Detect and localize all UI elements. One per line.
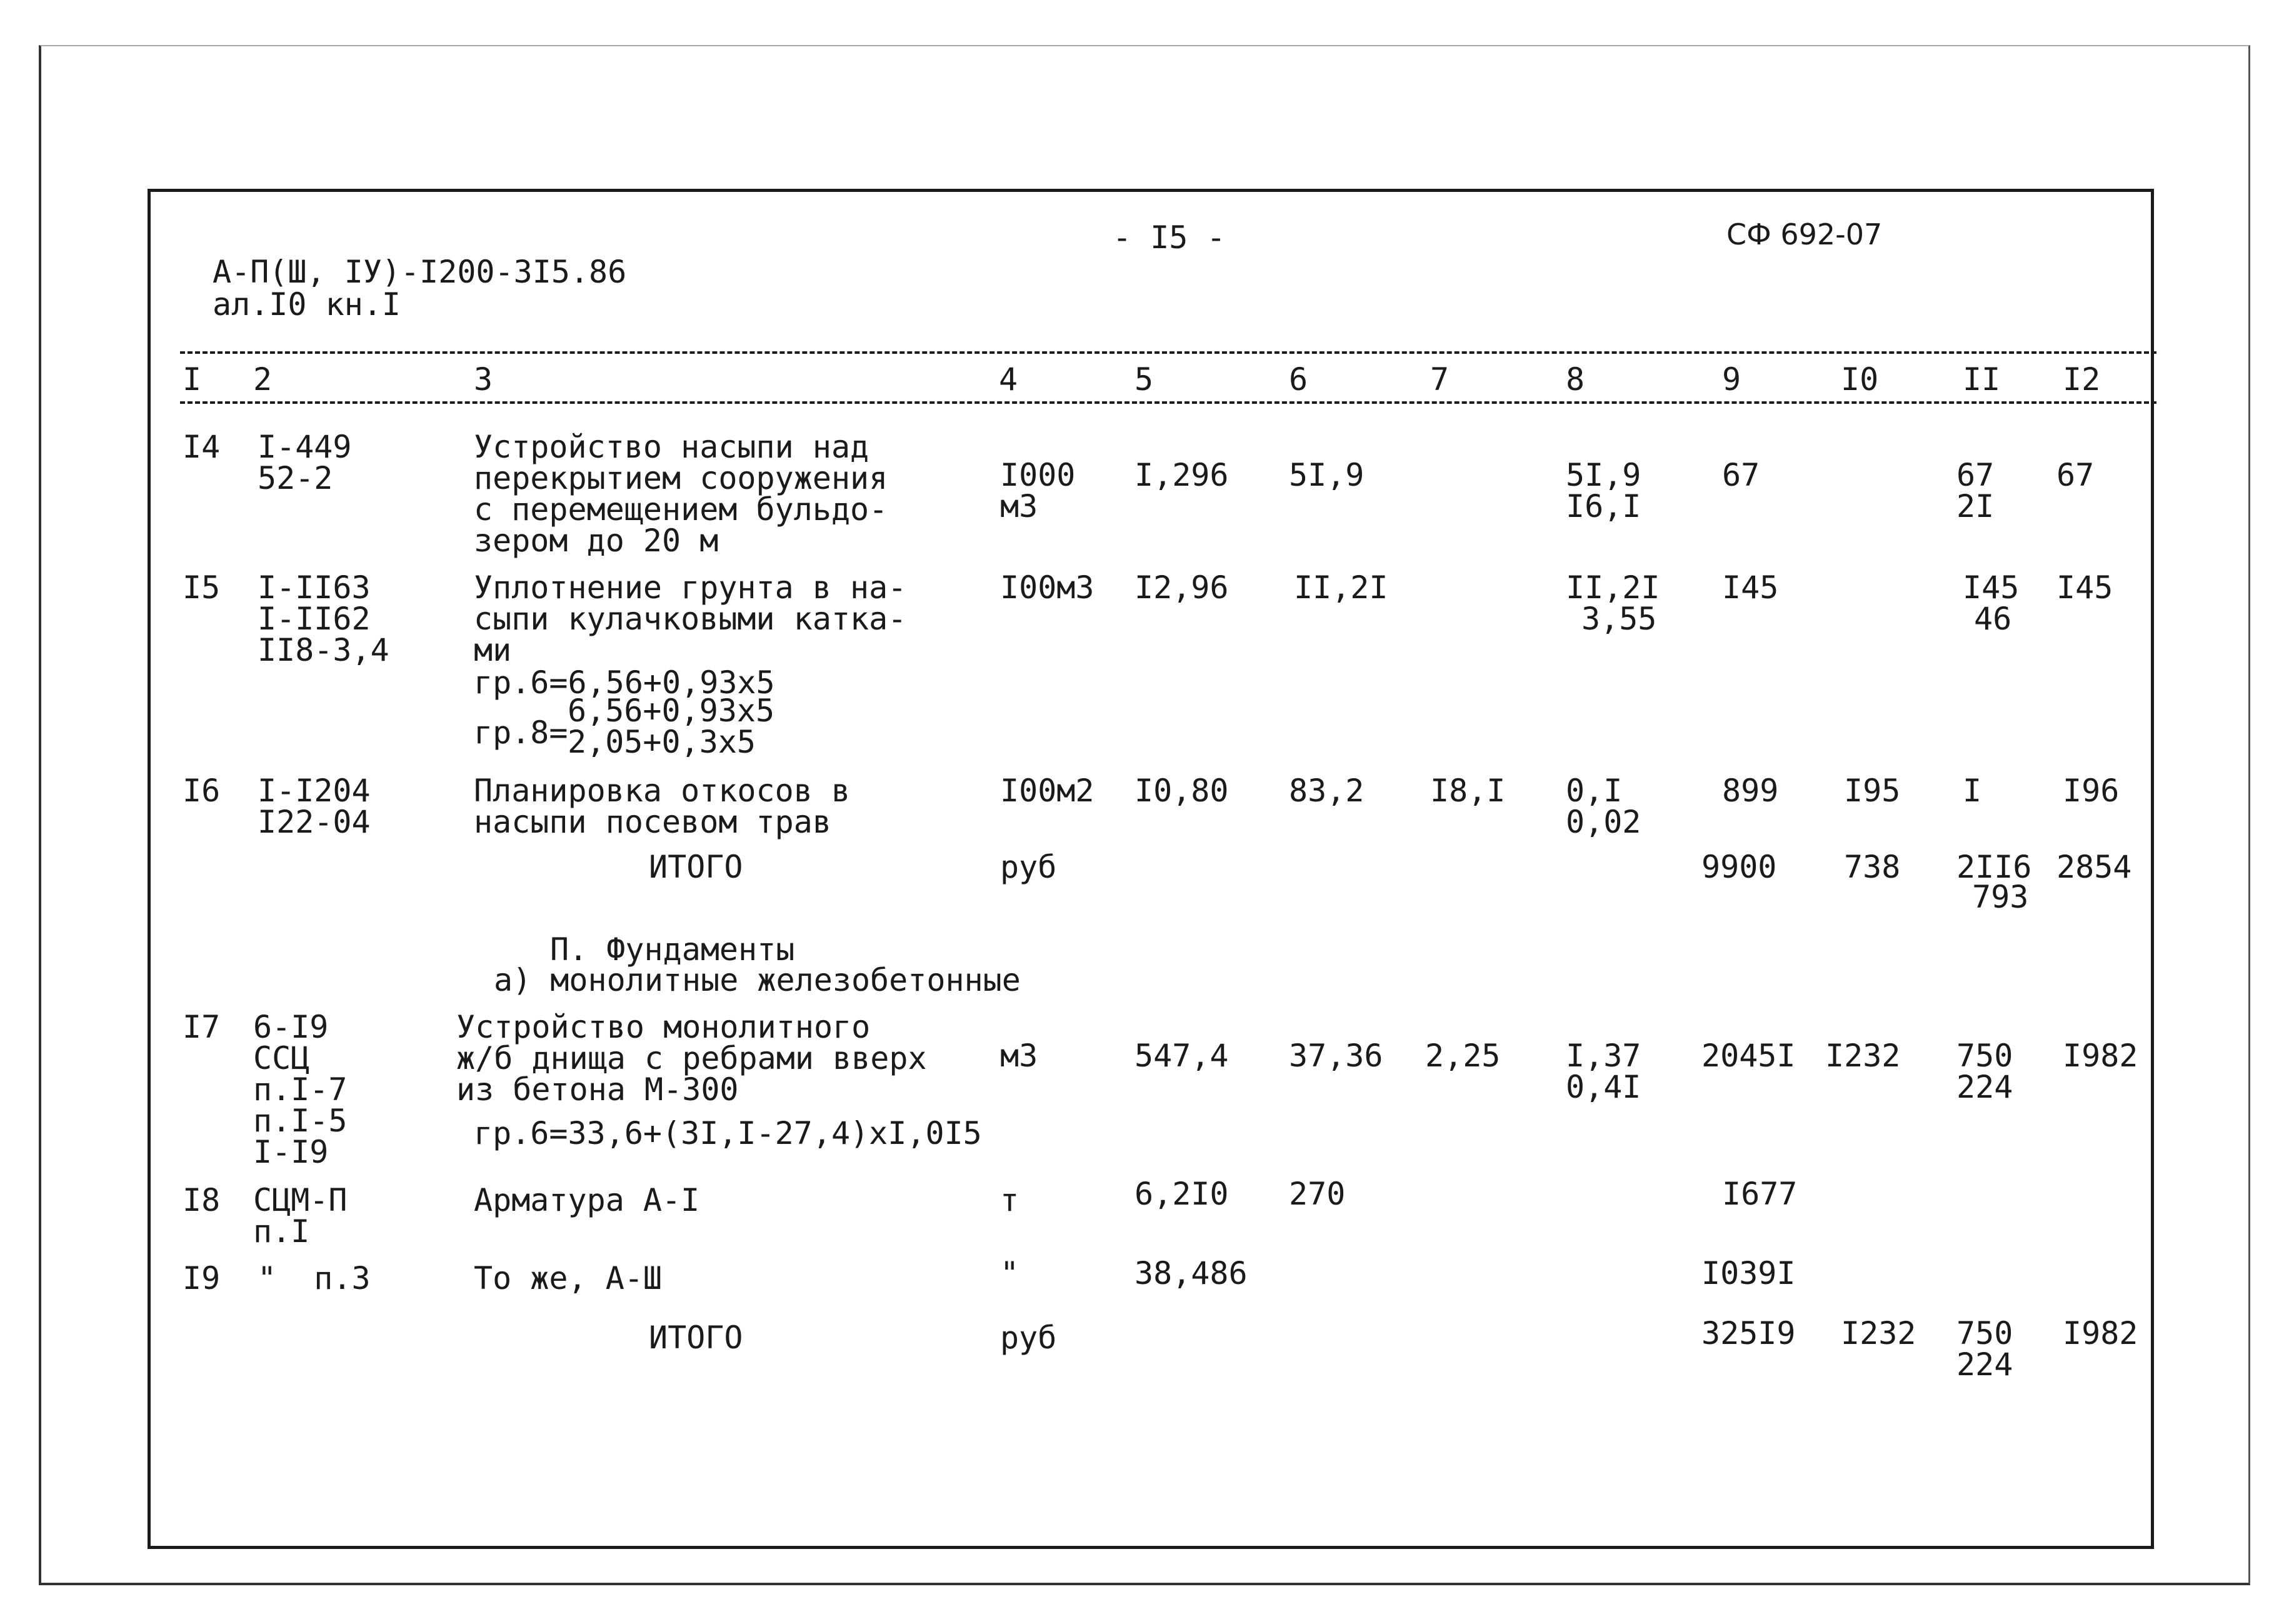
work-description: Устройство монолитного (456, 1009, 871, 1045)
norm-code: ССЦ (253, 1040, 310, 1076)
unit: руб (1000, 1320, 1057, 1356)
col-header-1: I (183, 361, 202, 398)
col12-value: 2854 (2056, 849, 2132, 885)
col11-value: 67 (1956, 457, 1995, 493)
col9-value: 325I9 (1701, 1315, 1796, 1351)
col9-value: 9900 (1701, 849, 1777, 885)
unit: I00м3 (1000, 569, 1094, 606)
total-label: ИТОГО (649, 849, 743, 885)
page-number: - I5 - (1113, 219, 1226, 256)
col8-value: 5I,9 (1566, 457, 1641, 493)
col-header-3: 3 (474, 361, 493, 398)
work-description: Уплотнение грунта в на- (474, 569, 907, 606)
col12-value: I96 (2063, 773, 2120, 809)
work-description: насыпи посевом трав (474, 804, 831, 840)
col11-value: 2I (1956, 488, 1995, 524)
norm-code: I-449 (258, 429, 352, 465)
col9-value: 2045I (1701, 1038, 1796, 1074)
formula: 6,56+0,93х5 (568, 693, 775, 729)
col6-value: 37,36 (1289, 1038, 1383, 1074)
unit: т (1000, 1182, 1019, 1218)
formula: 2,05+0,3х5 (568, 724, 756, 760)
formula-label: гр.8= (474, 714, 568, 751)
quantity: I2,96 (1134, 569, 1229, 606)
norm-code: I-I204 (258, 773, 371, 809)
quantity: 6,2I0 (1134, 1176, 1229, 1212)
col9-value: I677 (1722, 1176, 1798, 1212)
header-rule-bottom (180, 401, 2156, 404)
col-header-4: 4 (999, 361, 1018, 398)
unit: м3 (1000, 1038, 1038, 1074)
col11-value: I (1963, 773, 1982, 809)
row-number: I9 (183, 1260, 221, 1296)
col9-value: 899 (1722, 773, 1779, 809)
work-description: То же, А-Ш (474, 1260, 663, 1296)
col-header-7: 7 (1430, 361, 1450, 398)
col9-value: I45 (1722, 569, 1779, 606)
col8-value: I,37 (1566, 1038, 1641, 1074)
col-header-10: I0 (1841, 361, 1879, 398)
unit: " (1000, 1255, 1019, 1291)
quantity: 38,486 (1134, 1255, 1248, 1291)
col11-value: 46 (1974, 601, 2012, 637)
formula: гр.6=6,56+0,93х5 (474, 664, 775, 701)
work-description: сыпи кулачковыми катка- (474, 601, 907, 637)
col11-value: 224 (1956, 1346, 2013, 1383)
work-description: из бетона М-300 (456, 1071, 739, 1108)
row-number: I5 (183, 569, 221, 606)
total-label: ИТОГО (649, 1320, 743, 1356)
header-rule-top (180, 351, 2156, 354)
col6-value: 5I,9 (1289, 457, 1365, 493)
col9-value: I039I (1701, 1255, 1796, 1291)
col8-value: II,2I (1566, 569, 1660, 606)
norm-code: I22-04 (258, 804, 371, 840)
col11-value: 750 (1956, 1038, 2013, 1074)
work-description: Планировка откосов в (474, 773, 851, 809)
quantity: 547,4 (1134, 1038, 1229, 1074)
section-subtitle: а) монолитные железобетонные (494, 962, 1021, 998)
norm-code: I-II62 (258, 601, 371, 637)
norm-code: I-II63 (258, 569, 371, 606)
col8-value: 3,55 (1581, 601, 1657, 637)
col11-value: I45 (1963, 569, 2020, 606)
work-description: ми (474, 632, 512, 668)
col8-value: 0,02 (1566, 804, 1641, 840)
col8-value: I6,I (1566, 488, 1641, 524)
col10-value: I232 (1841, 1315, 1916, 1351)
quantity: I,296 (1134, 457, 1229, 493)
col-header-6: 6 (1289, 361, 1308, 398)
col12-value: 67 (2056, 457, 2095, 493)
row-number: I6 (183, 773, 221, 809)
section-title: П. Фундаменты (550, 931, 795, 968)
col12-value: I45 (2056, 569, 2113, 606)
unit: руб (1000, 849, 1057, 885)
col11-value: 2II6 (1956, 849, 2032, 885)
row-number: I4 (183, 429, 221, 465)
quantity: I0,80 (1134, 773, 1229, 809)
work-description: зером до 20 м (474, 523, 719, 559)
norm-code: II8-3,4 (258, 632, 389, 668)
col6-value: II,2I (1294, 569, 1388, 606)
col-header-12: I2 (2063, 361, 2101, 398)
norm-code: п.I-5 (253, 1103, 348, 1139)
norm-code: 52-2 (258, 460, 333, 496)
col9-value: 67 (1722, 457, 1760, 493)
col10-value: I95 (1844, 773, 1901, 809)
col7-value: 2,25 (1425, 1038, 1501, 1074)
col-header-11: II (1963, 361, 2001, 398)
col10-value: I232 (1825, 1038, 1901, 1074)
norm-code: п.I-7 (253, 1071, 348, 1108)
norm-code: п.I (253, 1213, 310, 1250)
row-number: I8 (183, 1182, 221, 1218)
album-info: ал.I0 кн.I (213, 286, 401, 323)
col7-value: I8,I (1430, 773, 1506, 809)
col6-value: 270 (1289, 1176, 1346, 1212)
col12-value: I982 (2063, 1315, 2138, 1351)
work-description: Арматура А-I (474, 1182, 700, 1218)
col6-value: 83,2 (1289, 773, 1365, 809)
unit: I00м2 (1000, 773, 1094, 809)
col-header-8: 8 (1566, 361, 1585, 398)
col12-value: I982 (2063, 1038, 2138, 1074)
col11-value: 750 (1956, 1315, 2013, 1351)
row-number: I7 (183, 1009, 221, 1045)
norm-code: 6-I9 (253, 1009, 329, 1045)
unit: I000 (1000, 457, 1076, 493)
norm-code: СЦМ-П (253, 1182, 348, 1218)
work-description: с перемещением бульдо- (474, 491, 888, 528)
work-description: Устройство насыпи над (474, 429, 869, 465)
document-code: А-П(Ш, IУ)-I200-3I5.86 (213, 254, 627, 290)
norm-code: " п.3 (258, 1260, 371, 1296)
col11-value: 793 (1972, 879, 2029, 915)
col8-value: 0,I (1566, 773, 1623, 809)
work-description: перекрытием сооружения (474, 460, 888, 496)
unit: м3 (1000, 488, 1038, 524)
norm-code: I-I9 (253, 1134, 329, 1170)
col-header-9: 9 (1722, 361, 1741, 398)
stamp: СФ 692-07 (1726, 218, 1883, 251)
col10-value: 738 (1844, 849, 1901, 885)
col-header-5: 5 (1134, 361, 1154, 398)
work-description: ж/б днища с ребрами вверх (456, 1040, 927, 1076)
col8-value: 0,4I (1566, 1069, 1641, 1105)
formula: гр.6=33,6+(3I,I-27,4)хI,0I5 (474, 1115, 982, 1151)
col-header-2: 2 (253, 361, 273, 398)
col11-value: 224 (1956, 1069, 2013, 1105)
